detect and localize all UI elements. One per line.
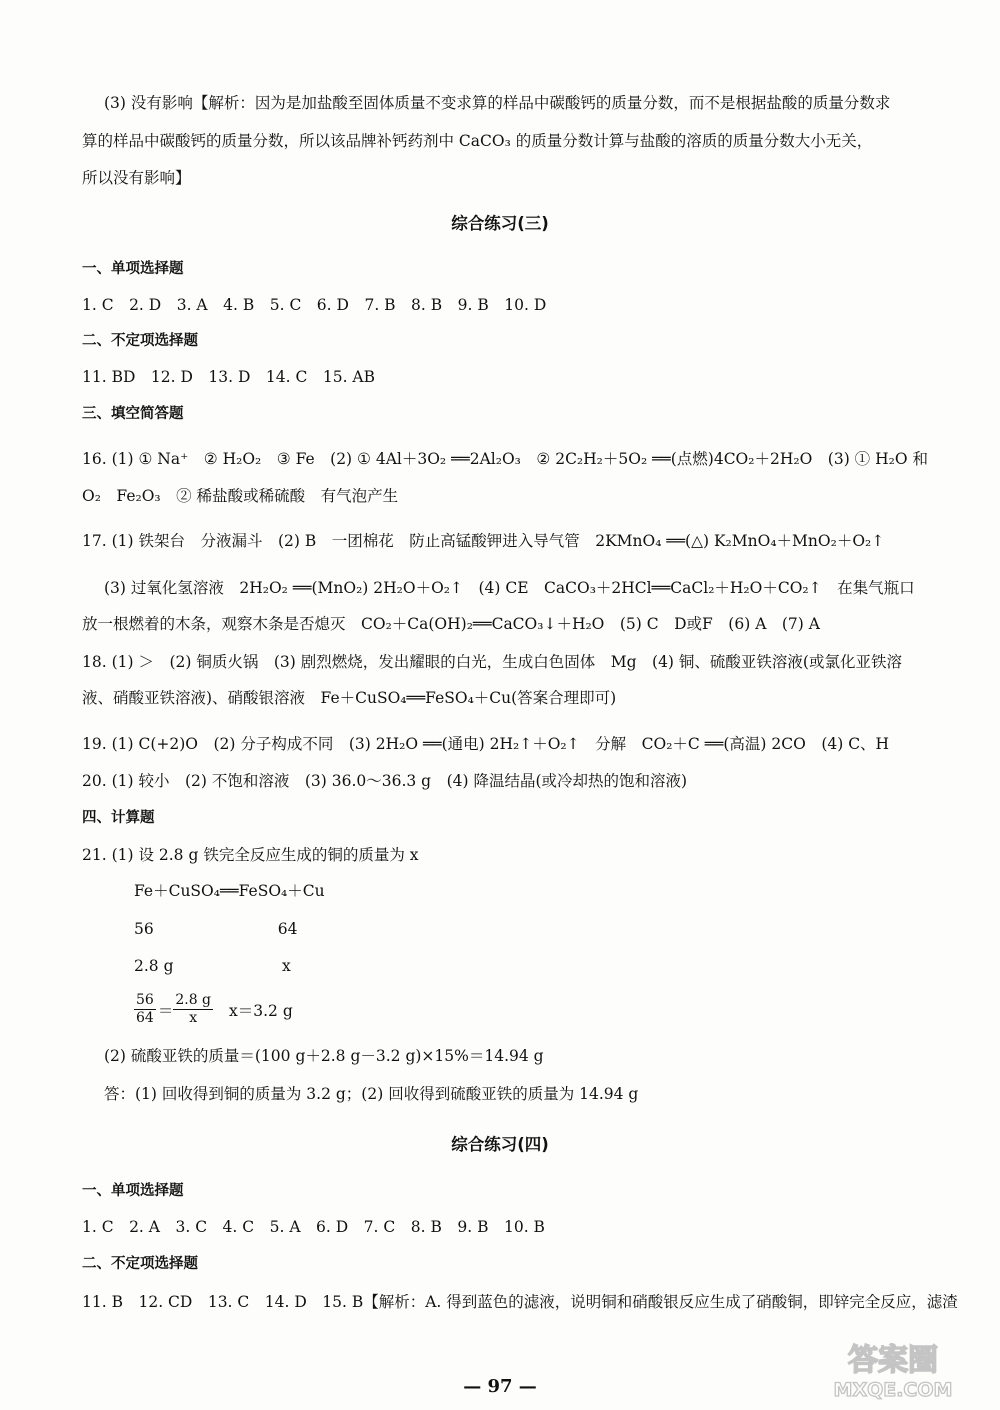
answer-line: 11. B 12. CD 13. C 14. D 15. B【解析：A. 得到蓝色的滤液，说明铜和硝酸银反应生成了硝酸铜，即锌完全反应，滤渣: [82, 1293, 958, 1311]
equation-line: 56 64: [134, 920, 298, 938]
equation-line: Fe＋CuSO₄══FeSO₄＋Cu: [134, 882, 325, 900]
answer-line: 20. (1) 较小 (2) 不饱和溶液 (3) 36.0～36.3 g (4) 降温结晶(或冷却热的饱和溶液): [82, 772, 688, 790]
watermark-cn: 答案圈: [848, 1343, 938, 1378]
section-title: 综合练习(四): [451, 1135, 549, 1154]
proportion-equation: [134, 992, 293, 1027]
page-number: — 97 —: [463, 1376, 537, 1397]
answer-line: 19. (1) C(+2)O (2) 分子构成不同 (3) 2H₂O ══(通电) 2H₂↑＋O₂↑ 分解 CO₂＋C ══(高温) 2CO (4) C、H: [82, 735, 890, 753]
text-line: (3) 没有影响【解析：因为是加盐酸至固体质量不变求算的样品中碳酸钙的质量分数，而不是根据盐酸的质量分数求: [104, 94, 891, 112]
section-heading: 一、单项选择题: [82, 261, 184, 277]
equation-line: 2.8 g x: [134, 957, 291, 975]
fraction-denominator: 64: [136, 1010, 154, 1026]
answer-line: (2) 硫酸亚铁的质量＝(100 g＋2.8 g－3.2 g)×15%＝14.94 g: [104, 1047, 544, 1065]
answer-line: 11. BD 12. D 13. D 14. C 15. AB: [82, 368, 376, 386]
fraction-numerator: 56: [136, 992, 154, 1008]
section-heading: 一、单项选择题: [82, 1183, 184, 1199]
answer-line: 17. (1) 铁架台 分液漏斗 (2) B 一团棉花 防止高锰酸钾进入导气管 2KMnO₄ ══(△) K₂MnO₄＋MnO₂＋O₂↑: [82, 532, 885, 550]
section-heading: 三、填空简答题: [82, 406, 184, 422]
section-heading: 四、计算题: [82, 810, 155, 826]
watermark-en: MXQE.COM: [833, 1379, 953, 1401]
answer-line: 放一根燃着的木条，观察木条是否熄灭 CO₂＋Ca(OH)₂══CaCO₃↓＋H₂O (5) C D或F (6) A (7) A: [82, 615, 820, 633]
answer-line: 21. (1) 设 2.8 g 铁完全反应生成的铜的质量为 x: [82, 846, 419, 864]
answer-line: 18. (1) ＞ (2) 铜质火锅 (3) 剧烈燃烧，发出耀眼的白光，生成白色固体 Mg (4) 铜、硫酸亚铁溶液(或氯化亚铁溶: [82, 653, 902, 671]
answer-line: 1. C 2. A 3. C 4. C 5. A 6. D 7. C 8. B 9. B 10. B: [82, 1218, 545, 1236]
text-line: 算的样品中碳酸钙的质量分数，所以该品牌补钙药剂中 CaCO₃ 的质量分数计算与盐酸的溶质的质量分数大小无关，: [82, 132, 873, 150]
answer-line: (3) 过氧化氢溶液 2H₂O₂ ══(MnO₂) 2H₂O＋O₂↑ (4) CE CaCO₃＋2HCl══CaCl₂＋H₂O＋CO₂↑ 在集气瓶口: [104, 579, 915, 597]
section-heading: 二、不定项选择题: [82, 1256, 198, 1272]
fraction-left: [134, 992, 156, 1027]
result-text: x＝3.2 g: [229, 1001, 293, 1020]
answer-line: O₂ Fe₂O₃ ② 稀盐酸或稀硫酸 有气泡产生: [82, 487, 399, 505]
answer-line: 16. (1) ① Na⁺ ② H₂O₂ ③ Fe (2) ① 4Al＋3O₂ ══2Al₂O₃ ② 2C₂H₂＋5O₂ ══(点燃)4CO₂＋2H₂O (3) ① H₂O 和: [82, 450, 928, 468]
equals-sign: ＝: [157, 1001, 174, 1020]
watermark-logo: [808, 1340, 978, 1402]
section-heading: 二、不定项选择题: [82, 333, 198, 349]
answer-line: 液、硝酸亚铁溶液)、硝酸银溶液 Fe＋CuSO₄══FeSO₄＋Cu(答案合理即可): [82, 689, 617, 707]
fraction-right: [173, 992, 213, 1027]
fraction-denominator: x: [189, 1010, 198, 1026]
section-title: 综合练习(三): [451, 214, 549, 233]
answer-line: 1. C 2. D 3. A 4. B 5. C 6. D 7. B 8. B 9. B 10. D: [82, 296, 547, 314]
fraction-numerator: 2.8 g: [175, 992, 212, 1008]
answer-line: 答：(1) 回收得到铜的质量为 3.2 g；(2) 回收得到硫酸亚铁的质量为 14.94 g: [104, 1085, 639, 1103]
text-line: 所以没有影响】: [82, 169, 191, 187]
